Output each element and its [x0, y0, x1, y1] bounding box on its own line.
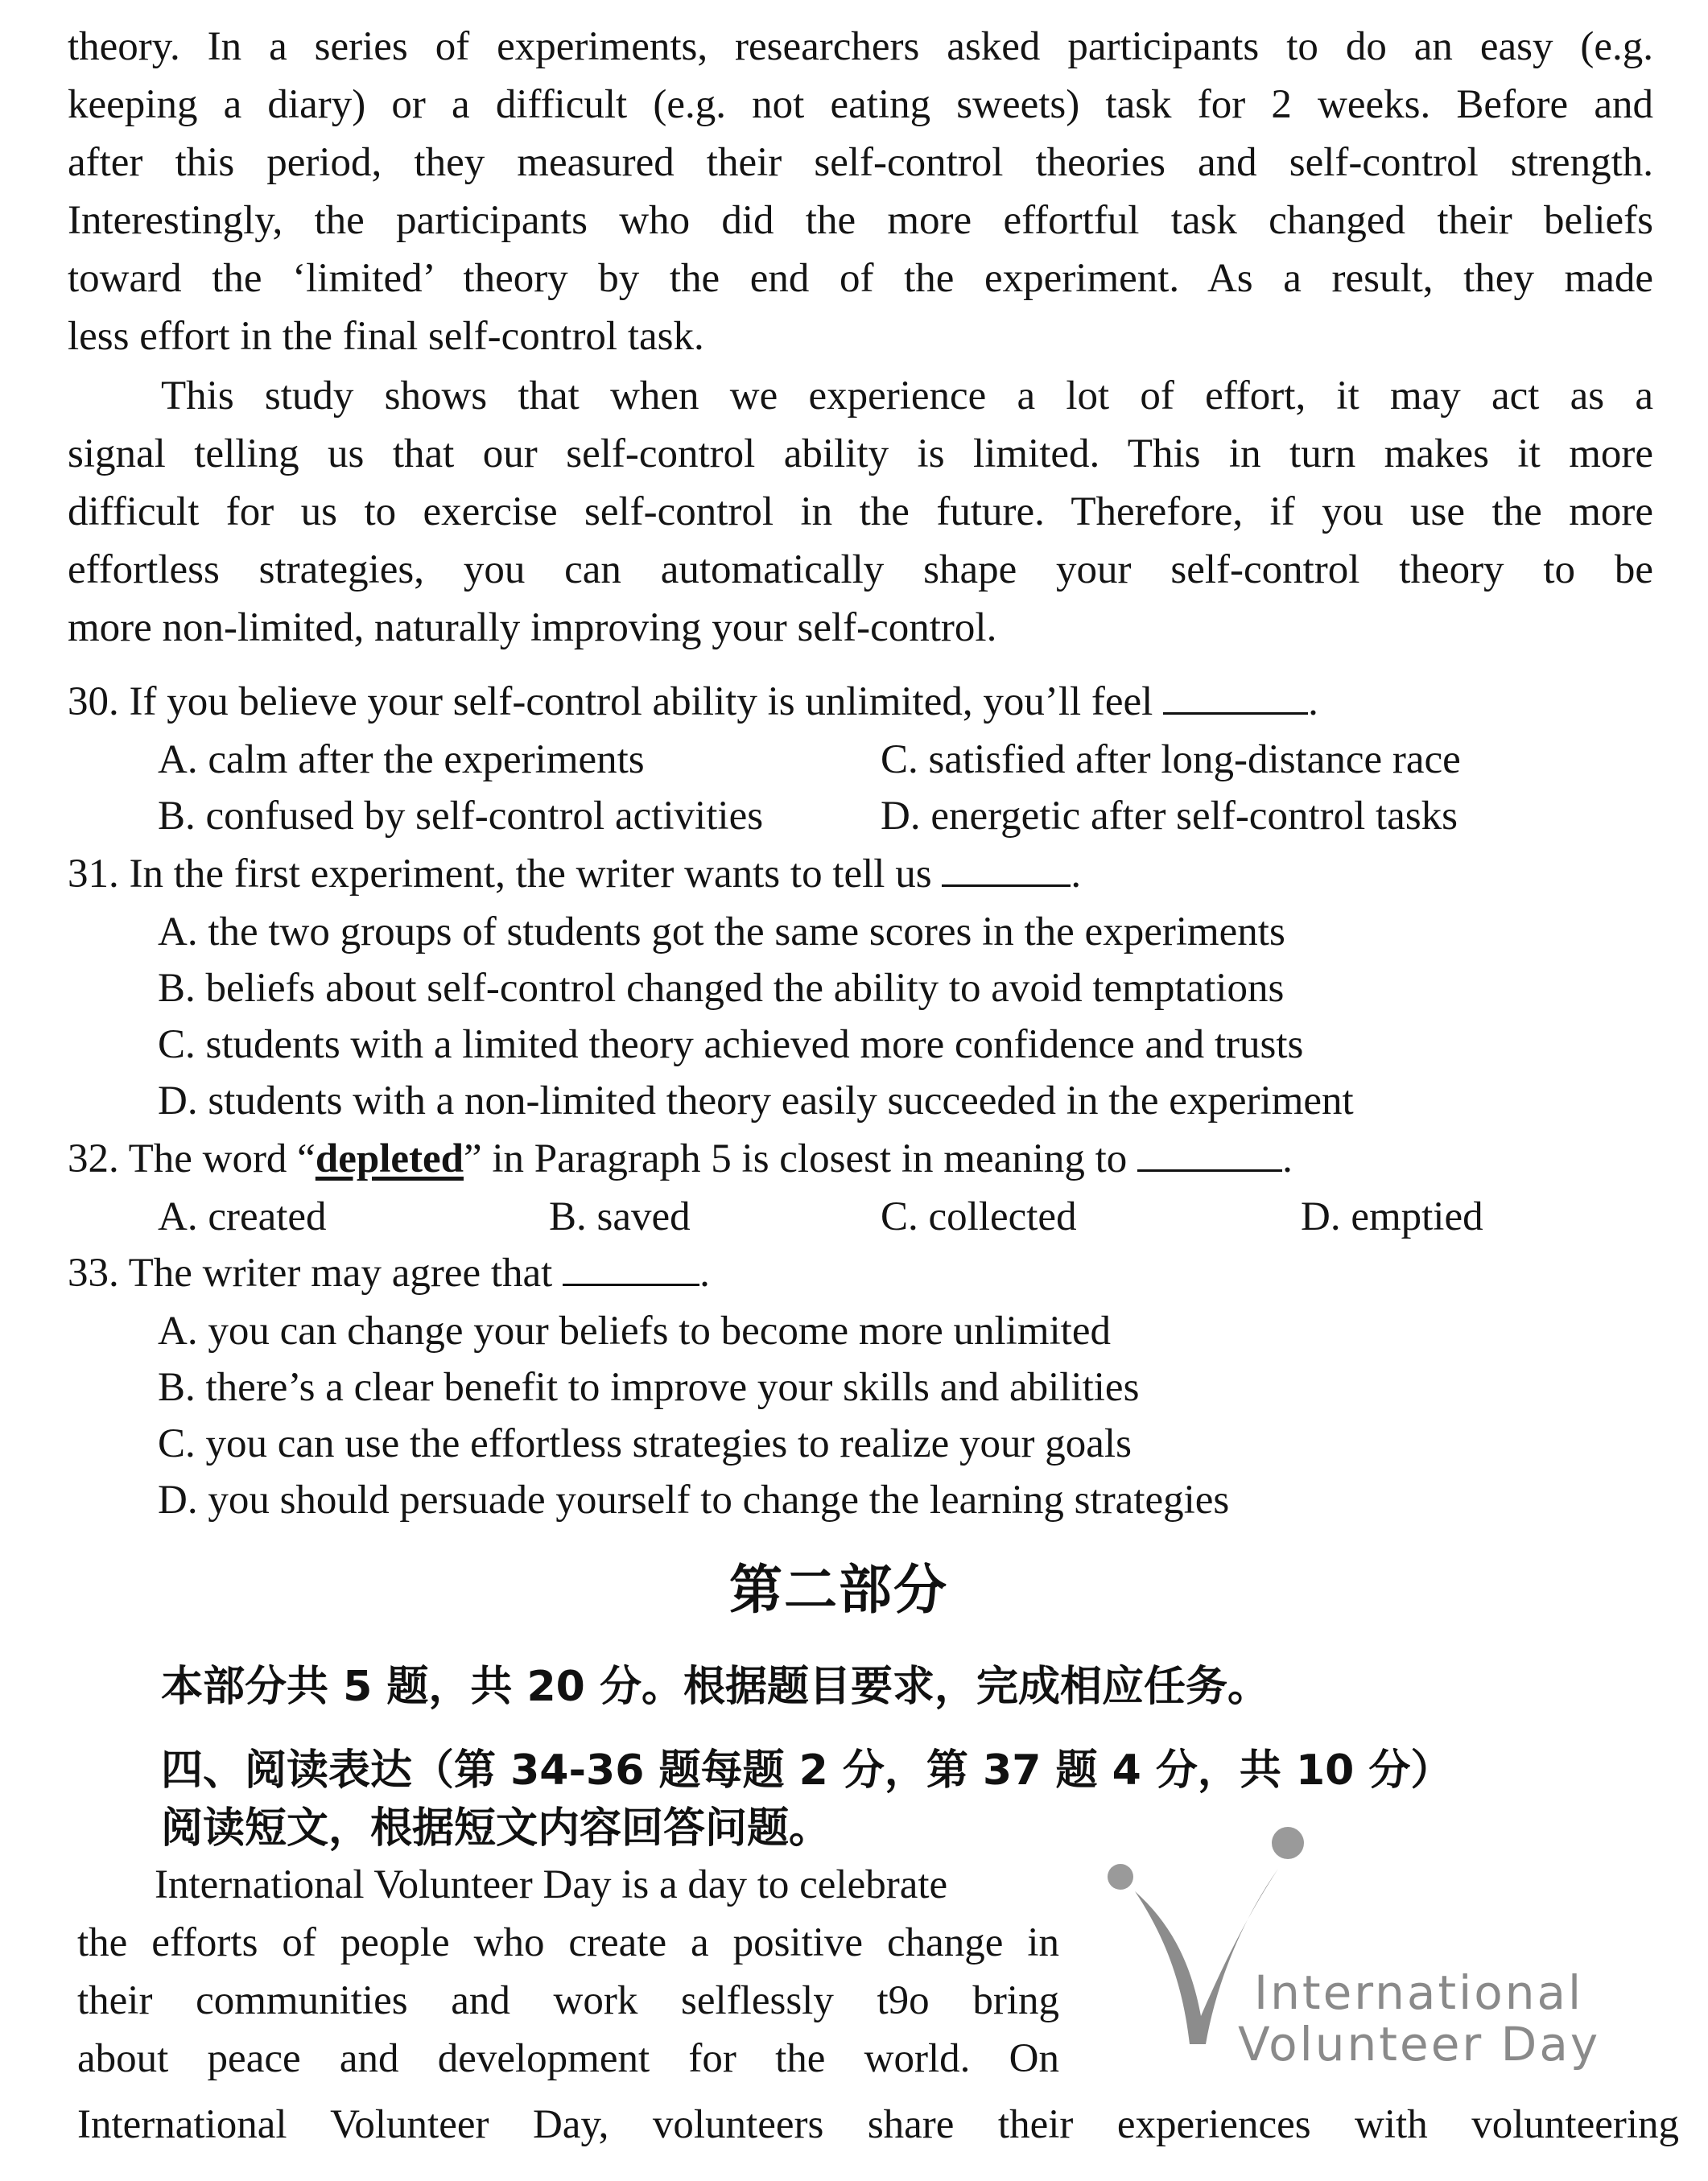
question-30-option-d[interactable]: D. energetic after self-control tasks [881, 794, 1458, 839]
passage-line: Interestingly, the participants who did the more effortful task changed their beliefs [68, 198, 1653, 243]
question-text: 30. If you believe your self-control ability is unlimited, you’ll feel [68, 679, 1153, 724]
section-heading: 第二部分 [729, 1559, 948, 1621]
subsection-subtitle: 阅读短文，根据短文内容回答问题。 [161, 1804, 831, 1853]
answer-blank[interactable] [1163, 680, 1308, 715]
passage-line: theory. In a series of experiments, researchers asked participants to do an easy (e.g. [68, 24, 1653, 69]
question-30-option-a[interactable]: A. calm after the experiments [158, 737, 645, 782]
passage-line: less effort in the final self-control task. [68, 314, 704, 359]
question-31-option-a[interactable]: A. the two groups of students got the same scores in the experiments [158, 909, 1285, 954]
question-33-option-d[interactable]: D. you should persuade yourself to change the learning strategies [158, 1478, 1230, 1523]
question-30-stem [68, 678, 1318, 726]
question-32-option-d[interactable]: D. emptied [1301, 1194, 1483, 1239]
passage2-line: International Volunteer Day is a day to celebrate [155, 1862, 948, 1907]
international-volunteer-day-logo [1103, 1827, 1601, 2084]
question-31-option-d[interactable]: D. students with a non-limited theory easily succeeded in the experiment [158, 1078, 1354, 1123]
question-33-stem [68, 1249, 710, 1297]
question-30-option-b[interactable]: B. confused by self-control activities [158, 794, 764, 839]
passage2-line: about peace and development for the world. On [77, 2036, 1059, 2081]
passage-line: effortless strategies, you can automatically shape your self-control theory to be [68, 547, 1653, 592]
question-33-option-c[interactable]: C. you can use the effortless strategies to realize your goals [158, 1421, 1132, 1466]
passage2-line: International Volunteer Day, volunteers share their experiences with volunteering [77, 2102, 1679, 2147]
question-32-option-c[interactable]: C. collected [881, 1194, 1077, 1239]
answer-blank[interactable] [942, 852, 1071, 887]
passage-line: This study shows that when we experience a lot of effort, it may act as a [161, 373, 1653, 418]
subsection-title: 四、阅读表达（第 34-36 题每题 2 分，第 37 题 4 分，共 10 分） [161, 1746, 1453, 1795]
logo-text-line1: International [1254, 1965, 1584, 2020]
passage-line: toward the ‘limited’ theory by the end of the experiment. As a result, they made [68, 256, 1653, 301]
question-end: . [1308, 679, 1318, 724]
question-33-option-b[interactable]: B. there’s a clear benefit to improve your skills and abilities [158, 1365, 1140, 1410]
question-31-option-c[interactable]: C. students with a limited theory achieved more confidence and trusts [158, 1022, 1304, 1067]
question-32-option-a[interactable]: A. created [158, 1194, 327, 1239]
question-text: 33. The writer may agree that [68, 1251, 553, 1296]
logo-text-line2: Volunteer Day [1238, 2017, 1601, 2072]
key-term: depleted [315, 1136, 464, 1181]
answer-blank[interactable] [1137, 1137, 1282, 1172]
question-end: . [1282, 1136, 1293, 1181]
question-text: ” in Paragraph 5 is closest in meaning to [463, 1136, 1128, 1181]
question-33-option-a[interactable]: A. you can change your beliefs to become more unlimited [158, 1309, 1111, 1354]
question-text: 31. In the first experiment, the writer wants to tell us [68, 851, 932, 897]
question-text: 32. The word “ [68, 1136, 316, 1181]
passage-line: difficult for us to exercise self-control in the future. Therefore, if you use the more [68, 489, 1653, 534]
passage-line: more non-limited, naturally improving your self-control. [68, 605, 997, 650]
question-end: . [699, 1251, 710, 1296]
question-31-option-b[interactable]: B. beliefs about self-control changed the ability to avoid temptations [158, 966, 1285, 1011]
question-32-stem [68, 1135, 1293, 1183]
question-31-stem [68, 850, 1081, 898]
answer-blank[interactable] [563, 1251, 699, 1286]
passage2-line: the efforts of people who create a positive change in [77, 1920, 1059, 1965]
question-end: . [1071, 851, 1082, 897]
section-instructions: 本部分共 5 题，共 20 分。根据题目要求，完成相应任务。 [161, 1663, 1269, 1711]
question-30-option-c[interactable]: C. satisfied after long-distance race [881, 737, 1461, 782]
passage2-line: their communities and work selflessly t9o bring [77, 1978, 1059, 2023]
passage-line: signal telling us that our self-control ability is limited. This in turn makes it more [68, 431, 1653, 476]
question-32-option-b[interactable]: B. saved [549, 1194, 691, 1239]
passage-line: after this period, they measured their self-control theories and self-control strength. [68, 140, 1653, 185]
passage-line: keeping a diary) or a difficult (e.g. not eating sweets) task for 2 weeks. Before and [68, 82, 1653, 127]
